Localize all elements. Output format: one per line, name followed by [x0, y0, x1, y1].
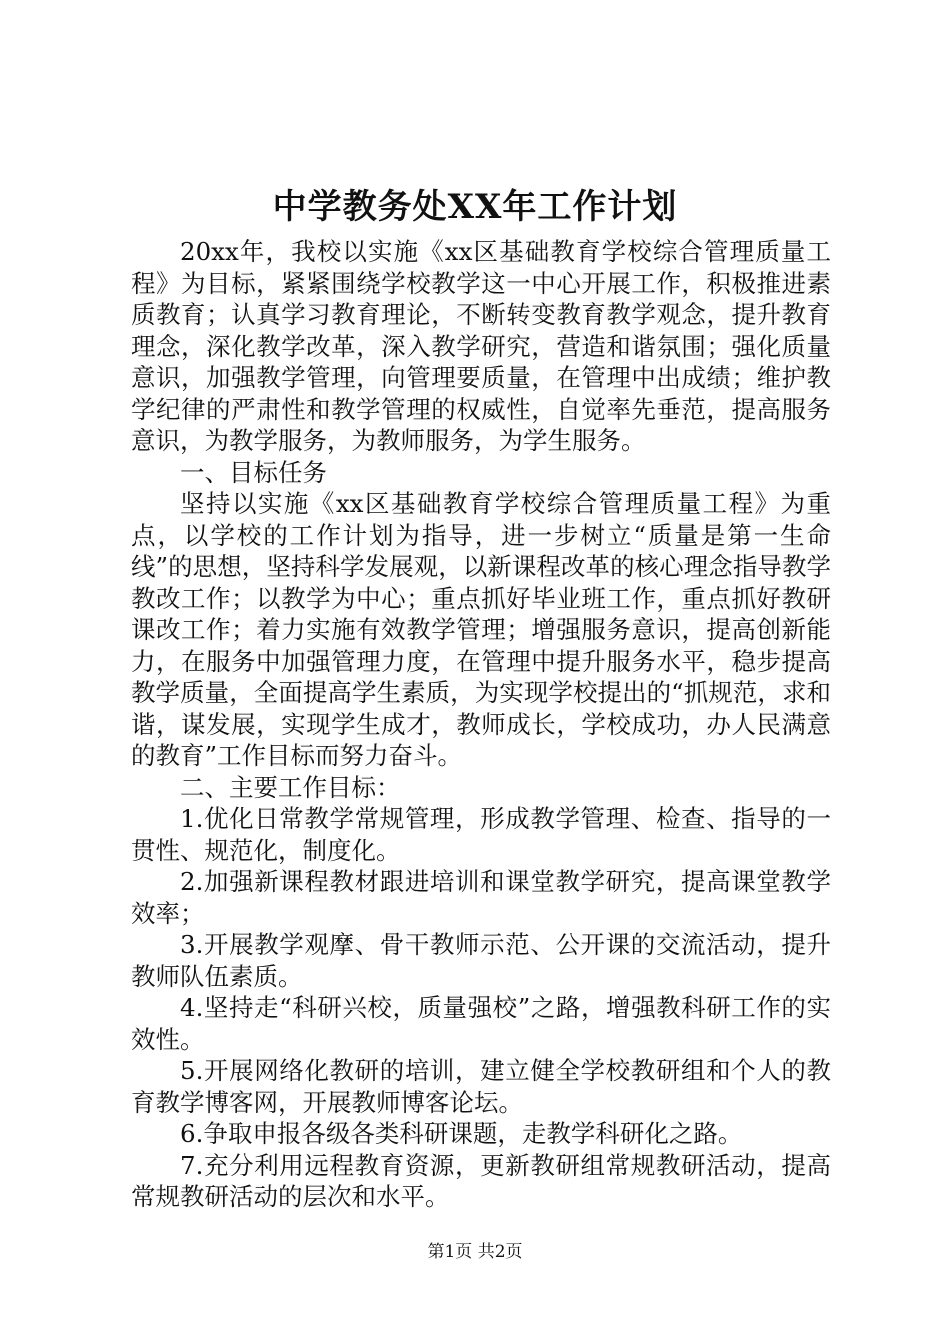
section-heading-goals: 一、目标任务 [180, 457, 327, 487]
objective-item: 3.开展教学观摩、骨干教师示范、公开课的交流活动，提升教师队伍素质。 [131, 930, 831, 991]
document-body [131, 236, 831, 1213]
objective-item: 7.充分利用远程教育资源，更新教研组常规教研活动，提高常规教研活动的层次和水平。 [131, 1150, 831, 1211]
document-title: 中学教务处XX年工作计划 [272, 187, 678, 227]
goals-paragraph: 坚持以实施《xx区基础教育学校综合管理质量工程》为重点，以学校的工作计划为指导，进一步树立“质量是第一生命线”的思想，坚持科学发展观，以新课程改革的核心理念指导教学教改工作；以教学为中心；重点抓好毕业班工作，重点抓好教研课改工作；着力实施有效教学管理；增强服务意识，提高创新能力，在服务中加强管理力度，在管理中提升服务水平，稳步提高教学质量，全面提高学生素质，为实现学校提出的“抓规范，求和谐，谋发展，实现学生成才，教师成长，学校成功，办人民满意的教育”工作目标而努力奋斗。 [131, 489, 831, 770]
page-footer: 第1页 共2页 [427, 1242, 523, 1262]
intro-paragraph: 20xx年，我校以实施《xx区基础教育学校综合管理质量工程》为目标，紧紧围绕学校教学这一中心开展工作，积极推进素质教育；认真学习教育理论，不断转变教育教学观念，提升教育理念，深化教学改革，深入教学研究，营造和谐氛围；强化质量意识，加强教学管理，向管理要质量，在管理中出成绩；维护教学纪律的严肃性和教学管理的权威性，自觉率先垂范，提高服务意识，为教学服务，为教师服务，为学生服务。 [131, 237, 831, 455]
objective-item: 6.争取申报各级各类科研课题，走教学科研化之路。 [180, 1119, 743, 1148]
objective-item: 4.坚持走“科研兴校，质量强校”之路，增强教科研工作的实效性。 [131, 993, 831, 1054]
section-heading-main-objectives: 二、主要工作目标： [180, 772, 401, 802]
objective-item: 1.优化日常教学常规管理，形成教学管理、检查、指导的一贯性、规范化，制度化。 [131, 804, 831, 865]
objective-item: 5.开展网络化教研的培训，建立健全学校教研组和个人的教育教学博客网，开展教师博客论坛。 [131, 1056, 831, 1117]
objective-item: 2.加强新课程教材跟进培训和课堂教学研究，提高课堂教学效率； [131, 867, 831, 928]
